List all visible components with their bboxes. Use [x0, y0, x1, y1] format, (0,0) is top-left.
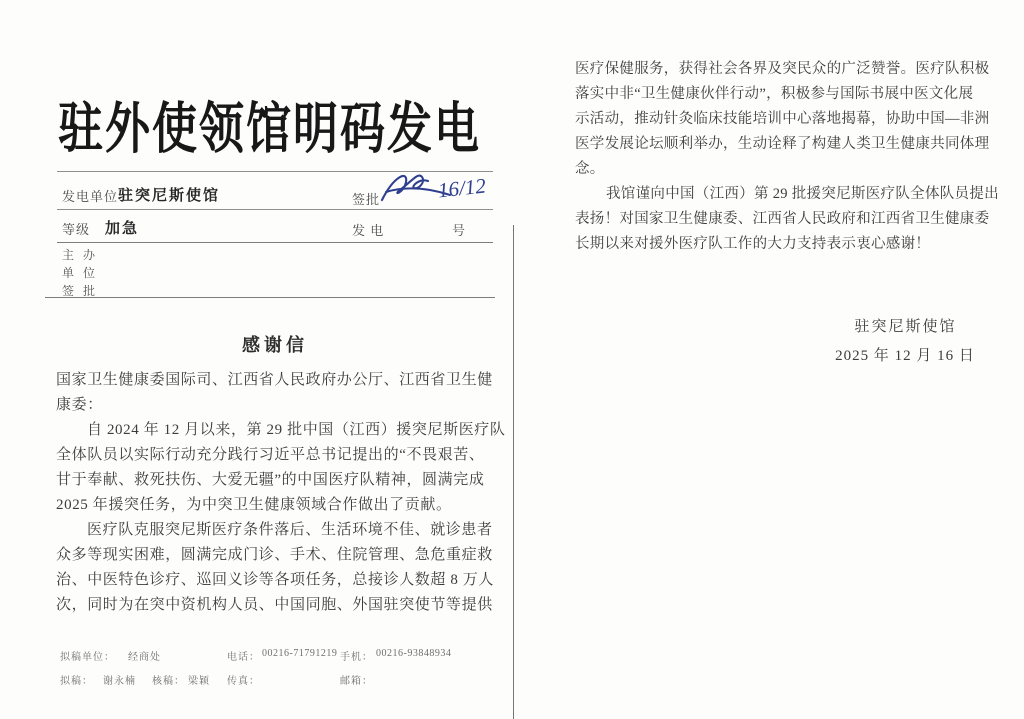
letter-line: 我馆谨向中国（江西）第 29 批援突尼斯医疗队全体队员提出 [606, 186, 999, 202]
drafter-value: 谢永楠 [103, 676, 136, 687]
host-line: 主 办 [62, 248, 99, 262]
phone-label: 电话： [227, 652, 260, 663]
letter-body-left [56, 368, 506, 618]
page-seam-divider [513, 225, 514, 719]
letter-body-right [575, 57, 999, 257]
drafter-label: 拟稿： [60, 676, 93, 687]
mobile-label: 手机： [340, 652, 373, 663]
letter-title: 感谢信 [242, 335, 308, 355]
checker-value: 梁颖 [188, 676, 210, 687]
host-unit-approval-block [62, 246, 98, 300]
grade-value: 加急 [105, 221, 140, 237]
checker-label: 核稿： [152, 676, 185, 687]
letter-line: 众多等现实困难，圆满完成门诊、手术、住院管理、急危重症救 [56, 547, 493, 563]
letter-line: 落实中非“卫生健康伙伴行动”，积极参与国际书展中医文化展 [575, 86, 974, 102]
host-line: 签 批 [62, 284, 99, 298]
dispatch-label: 发 电 [352, 223, 385, 238]
letter-line: 康委： [56, 397, 103, 413]
mobile-value: 00216-93848934 [376, 648, 452, 659]
letter-line: 医疗保健服务，获得社会各界及突民众的广泛赞誉。医疗队积极 [575, 61, 990, 77]
letter-line: 2025 年援突任务，为中突卫生健康领域合作做出了贡献。 [56, 497, 452, 513]
draft-unit-value: 经商处 [128, 652, 161, 663]
signature-organization: 驻突尼斯使馆 [854, 319, 957, 335]
sender-unit-value: 驻突尼斯使馆 [118, 188, 221, 204]
letter-line: 医疗队克服突尼斯医疗条件落后、生活环境不佳、就诊患者 [87, 522, 493, 538]
letter-line: 示活动，推动针灸临床技能培训中心落地揭幕，协助中国—非洲 [575, 111, 990, 127]
masthead-title: 驻外使领馆明码发电 [58, 98, 482, 160]
letter-line: 长期以来对援外医疗队工作的大力支持表示衷心感谢！ [575, 236, 931, 252]
host-line: 单 位 [62, 266, 99, 280]
draft-unit-label: 拟稿单位： [60, 652, 115, 663]
sender-unit-label: 发电单位 [62, 189, 119, 204]
fax-label: 传真： [227, 676, 260, 687]
form-rule-bottom [45, 297, 495, 298]
form-rule-row2 [57, 242, 493, 243]
signature-date: 2025 年 12 月 16 日 [835, 348, 975, 364]
dispatch-number-label: 号 [452, 223, 467, 238]
approval-date-handwriting: 16/12 [436, 173, 487, 203]
letter-line: 医学发展论坛顺利举办，生动诠释了构建人类卫生健康共同体理 [575, 136, 990, 152]
letter-line: 表扬！对国家卫生健康委、江西省人民政府和江西省卫生健康委 [575, 211, 990, 227]
letter-line: 治、中医特色诊疗、巡回义诊等各项任务，总接诊人数超 8 万人 [56, 572, 495, 588]
phone-value: 00216-71791219 [262, 648, 338, 659]
letter-line: 念。 [575, 161, 605, 177]
letter-line: 次，同时为在突中资机构人员、中国同胞、外国驻突使节等提供 [56, 597, 493, 613]
letter-line: 全体队员以实际行动充分践行习近平总书记提出的“不畏艰苦、 [56, 447, 485, 463]
grade-label: 等级 [62, 222, 91, 237]
approval-label: 签批 [352, 192, 381, 207]
letter-line: 甘于奉献、救死扶伤、大爱无疆”的中国医疗队精神，圆满完成 [56, 472, 485, 488]
mail-label: 邮箱： [340, 676, 373, 687]
letter-line: 自 2024 年 12 月以来，第 29 批中国（江西）援突尼斯医疗队 [87, 422, 506, 438]
letter-line: 国家卫生健康委国际司、江西省人民政府办公厅、江西省卫生健 [56, 372, 493, 388]
